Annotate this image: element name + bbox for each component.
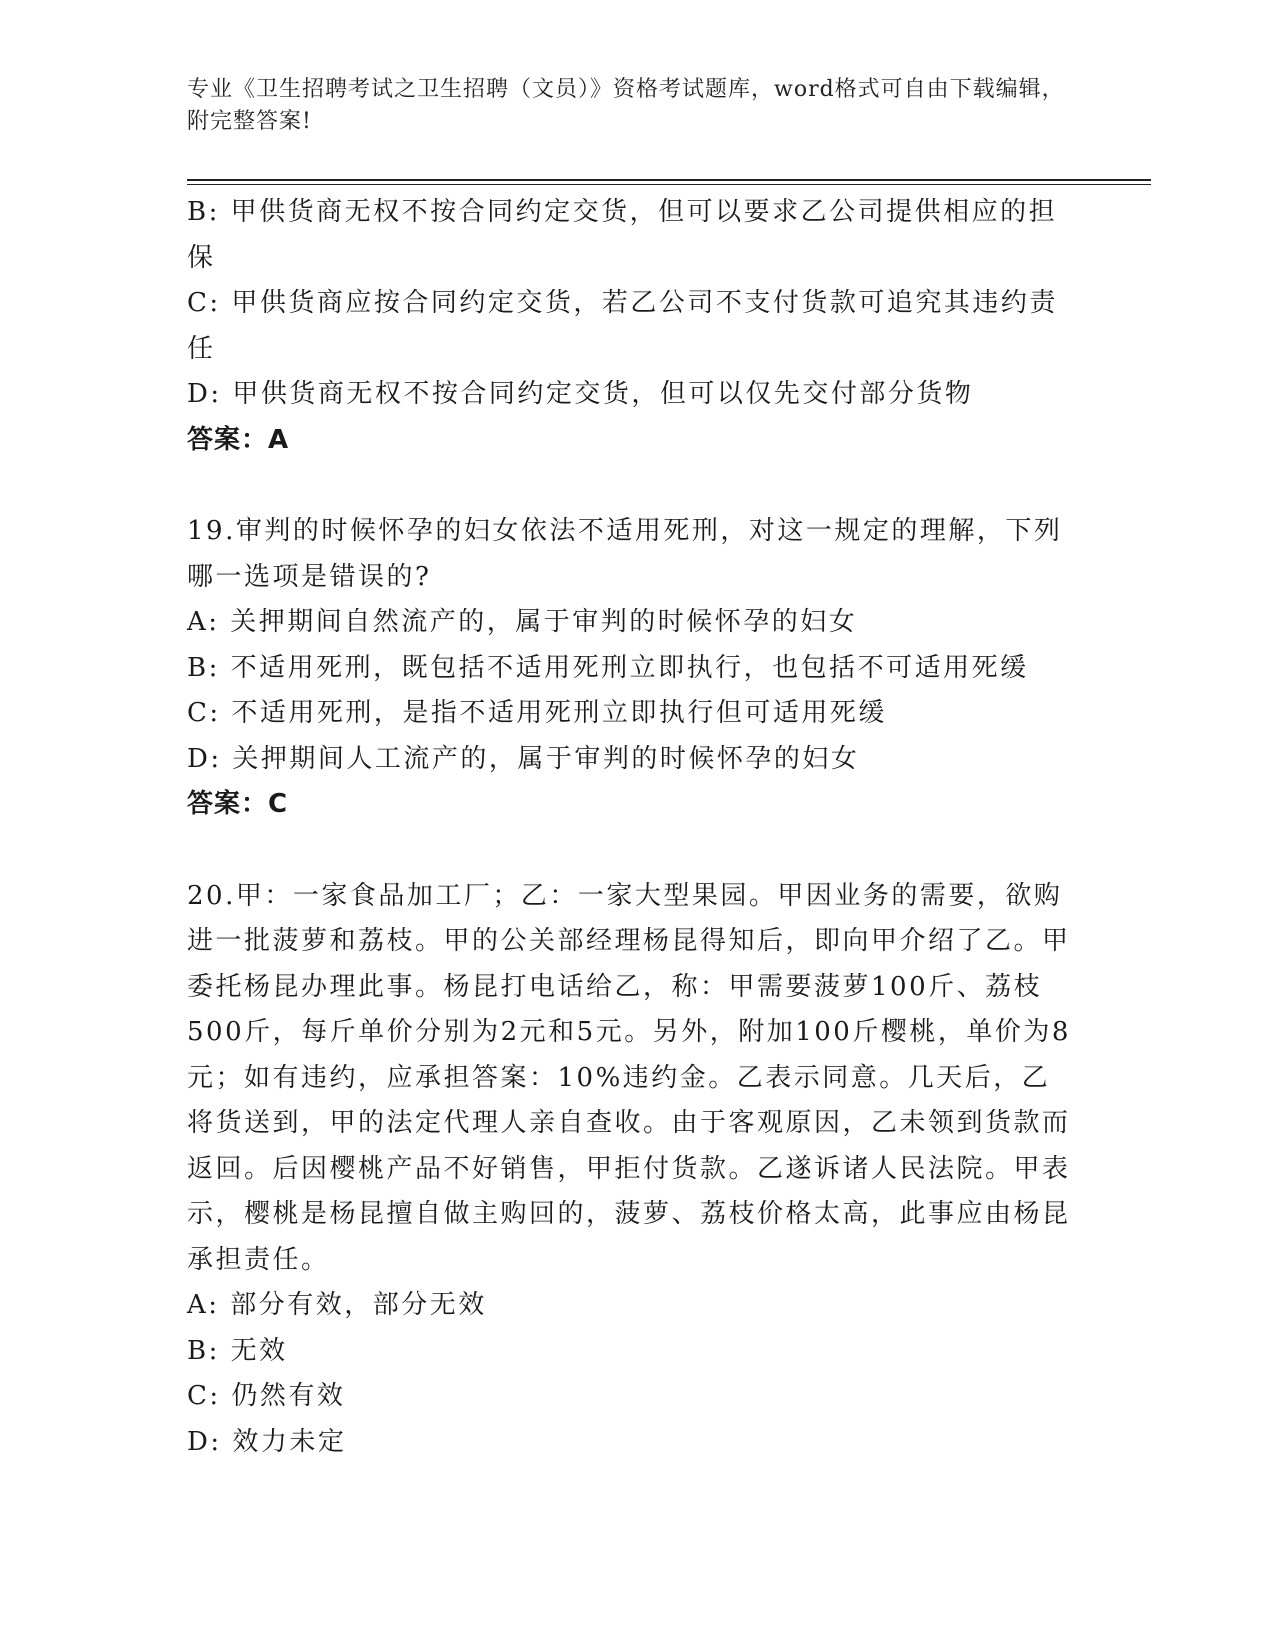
header-divider-thin [187,184,1151,185]
document-body [187,190,1077,1465]
option-a: A: 关押期间自然流产的，属于审判的时候怀孕的妇女 [187,607,858,637]
question-stem: 19.审判的时候怀孕的妇女依法不适用死刑，对这一规定的理解，下列哪一选项是错误的? [187,516,1063,592]
spacer [187,828,1077,874]
question-stem: 20.甲：一家食品加工厂；乙：一家大型果园。甲因业务的需要，欲购进一批菠萝和荔枝。甲的公关部经理杨昆得知后，即向甲介绍了乙。甲委托杨昆办理此事。杨昆打电话给乙，称：甲需要菠萝100斤、荔枝500斤，每斤单价分别为2元和5元。另外，附加100斤樱桃，单价为8元；如有违约，应承担答案：10%违约金。乙表示同意。几天后，乙将货送到，甲的法定代理人亲自查收。由于客观原因，乙未领到货款而返回。后因樱桃产品不好销售，甲拒付货款。乙遂诉诸人民法院。甲表示，樱桃是杨昆擅自做主购回的，菠萝、荔枝价格太高，此事应由杨昆承担责任。 [187,880,1071,1275]
question-18-continued [187,190,1077,463]
option-c: C: 甲供货商应按合同约定交货，若乙公司不支付货款可追究其违约责任 [187,288,1058,364]
question-20 [187,874,1077,1466]
option-b: B: 无效 [187,1335,288,1366]
question-19 [187,509,1077,828]
option-d: D: 效力未定 [187,1426,347,1457]
spacer [187,463,1077,509]
option-d: D: 关押期间人工流产的，属于审判的时候怀孕的妇女 [187,743,860,774]
option-c: C: 不适用死刑，是指不适用死刑立即执行但可适用死缓 [187,698,887,728]
header-divider-thick [187,179,1151,181]
answer: 答案：C [187,789,289,819]
option-b: B: 不适用死刑，既包括不适用死刑立即执行，也包括不可适用死缓 [187,652,1029,683]
option-b: B: 甲供货商无权不按合同约定交货，但可以要求乙公司提供相应的担保 [187,197,1058,273]
answer: 答案：A [187,424,290,455]
option-c: C: 仍然有效 [187,1381,346,1411]
option-d: D: 甲供货商无权不按合同约定交货，但可以仅先交付部分货物 [187,379,974,409]
page-header: 专业《卫生招聘考试之卫生招聘（文员）》资格考试题库，word格式可自由下载编辑，附完整答案! [187,77,1065,134]
option-a: A: 部分有效，部分无效 [187,1290,487,1320]
